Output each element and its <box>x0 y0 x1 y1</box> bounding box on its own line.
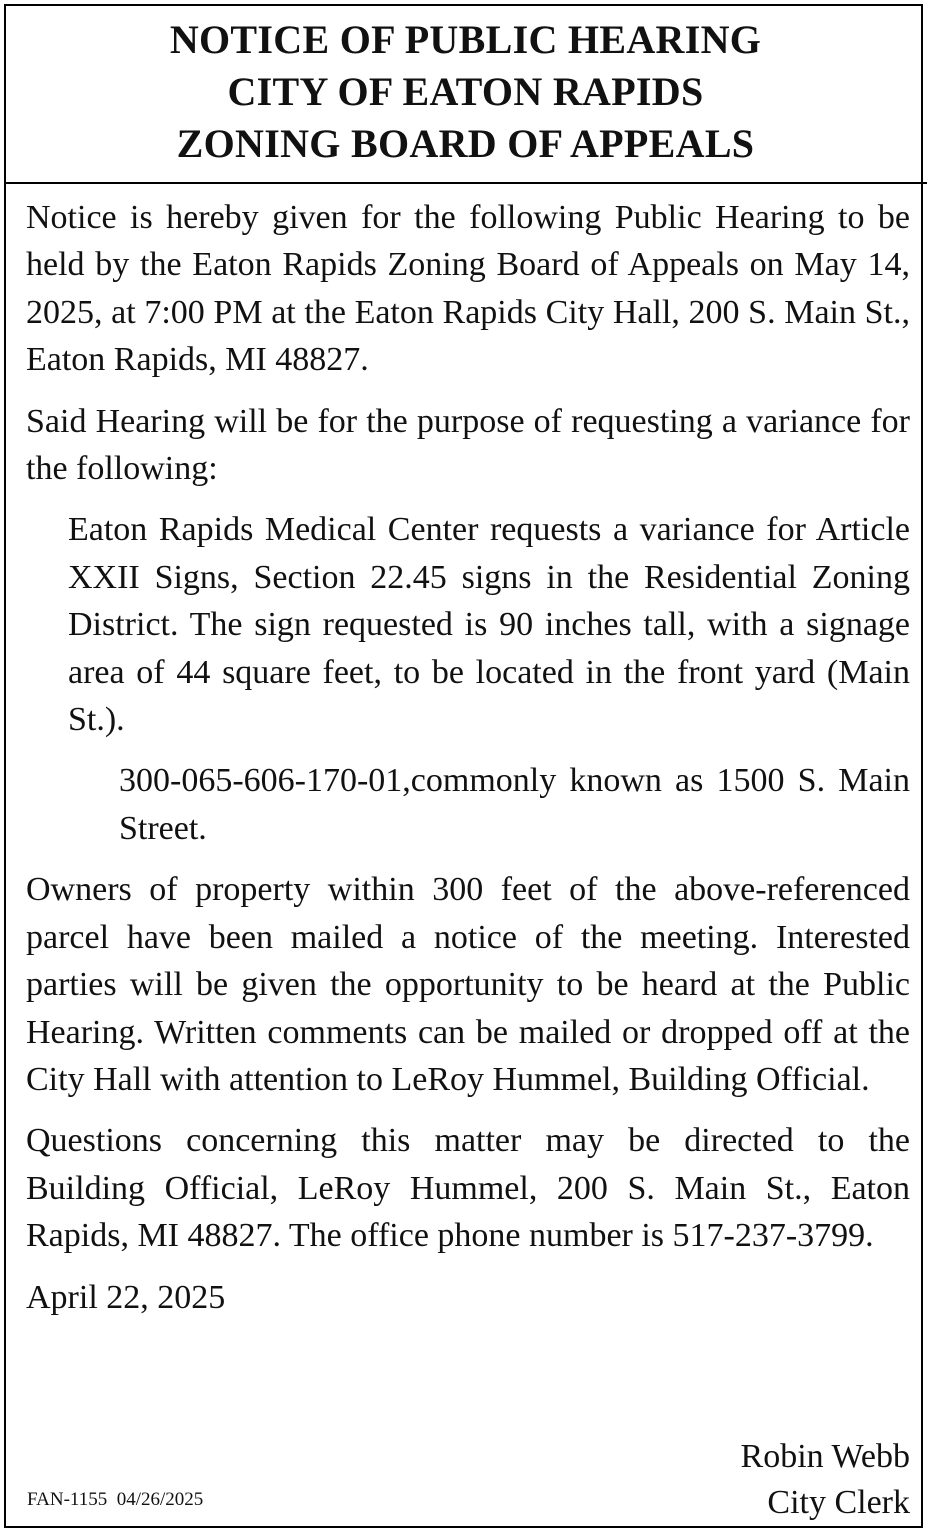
signer-name: Robin Webb <box>740 1438 910 1475</box>
header-divider <box>4 182 927 184</box>
signature-block <box>741 1434 910 1526</box>
signer-title: City Clerk <box>767 1484 910 1521</box>
questions-paragraph: Questions concerning this matter may be directed to the Building Official, LeRoy Hummel, 200 S. Main St., Eaton Rapids, MI 48827. The office phone number is 517-237-3799. <box>26 1122 910 1255</box>
board-name: ZONING BOARD OF APPEALS <box>176 121 755 166</box>
notice-body <box>26 194 910 1321</box>
notice-title: NOTICE OF PUBLIC HEARING <box>169 17 762 62</box>
notice-header <box>0 14 931 170</box>
hearing-announcement-paragraph: Notice is hereby given for the following Public Hearing to be held by the Eaton Rapids Zoning Board of Appeals on May 14, 2025, at 7:00 PM at the Eaton Rapids City Hall, 200 S. Main St., Eaton Rapids, MI 48827. <box>26 199 910 379</box>
parcel-id-paragraph: 300-065-606-170-01,commonly known as 1500 S. Main Street. <box>119 762 910 847</box>
publication-code: FAN-1155 04/26/2025 <box>27 1489 204 1510</box>
property-owners-paragraph: Owners of property within 300 feet of the above-referenced parcel have been mailed a notice of the meeting. Interested parties will be given the opportunity to be heard at the Public Hearing. Written comments can be mailed or dropped off at the City Hall with attention to LeRoy Hummel, Building Official. <box>26 871 910 1098</box>
purpose-paragraph: Said Hearing will be for the purpose of requesting a variance for the following: <box>26 402 910 488</box>
notice-date: April 22, 2025 <box>26 1278 226 1316</box>
city-name: CITY OF EATON RAPIDS <box>227 69 704 114</box>
variance-request-paragraph: Eaton Rapids Medical Center requests a variance for Article XXII Signs, Section 22.45 signs in the Residential Zoning District. The sign requested is 90 inches tall, with a signage area of 44 square feet, to be located in the front yard (Main St.). <box>68 511 910 739</box>
